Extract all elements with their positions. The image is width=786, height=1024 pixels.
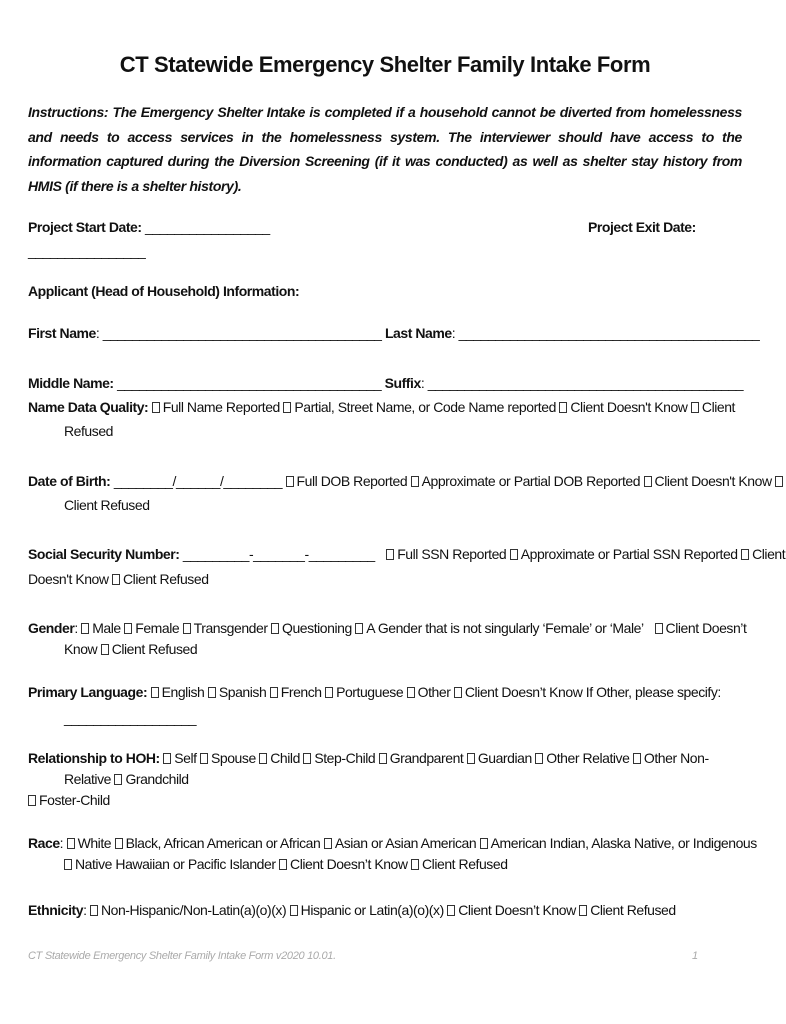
- gender-row: Gender: Male Female Transgender Questioning A Gender that is not singularly ‘Female’ or ‘Male’ Client Doesn’t: [28, 620, 747, 636]
- checkbox[interactable]: [115, 838, 123, 849]
- checkbox[interactable]: [447, 905, 455, 916]
- option-label: Step-Child: [314, 750, 376, 766]
- first-last-name-row: [28, 323, 760, 343]
- checkbox[interactable]: [303, 753, 311, 764]
- checkbox[interactable]: [655, 623, 663, 634]
- option-label: Grandparent: [389, 750, 464, 766]
- checkbox[interactable]: [64, 859, 72, 870]
- checkbox[interactable]: [208, 687, 216, 698]
- option-label: Relative: [64, 771, 111, 787]
- applicant-heading-text: Applicant (Head of Household) Information:: [28, 283, 300, 299]
- ssn-label: Social Security Number:: [28, 546, 183, 562]
- option-label: Native Hawaiian or Pacific Islander: [75, 856, 276, 872]
- checkbox[interactable]: [270, 687, 278, 698]
- checkbox[interactable]: [81, 623, 89, 634]
- checkbox[interactable]: [741, 549, 749, 560]
- checkbox[interactable]: [325, 687, 333, 698]
- option-label: Client: [752, 546, 786, 562]
- ssn-row-cont: [28, 569, 742, 589]
- checkbox[interactable]: [467, 753, 475, 764]
- middle-suffix-row: [28, 373, 742, 393]
- project-exit-field[interactable]: ________________: [28, 243, 146, 259]
- race-row-cont: [64, 854, 742, 874]
- option-label: Client Doesn't Know: [654, 473, 772, 489]
- checkbox[interactable]: [28, 795, 36, 806]
- gender-row-cont: [64, 639, 742, 659]
- option-label: Doesn't Know: [28, 571, 109, 587]
- checkbox[interactable]: [355, 623, 363, 634]
- project-start-row: [28, 217, 742, 237]
- checkbox[interactable]: [324, 838, 332, 849]
- option-label: Client: [701, 399, 735, 415]
- page-title: CT Statewide Emergency Shelter Family Intake Form: [119, 52, 651, 77]
- option-label: Client Refused: [590, 902, 676, 918]
- option-label: Spouse: [211, 750, 256, 766]
- relationship-row-cont2: [28, 790, 742, 810]
- option-label: Full SSN Reported: [397, 546, 507, 562]
- checkbox[interactable]: [124, 623, 132, 634]
- footer-text: CT Statewide Emergency Shelter Family Intake Form v2020 10.01.: [28, 950, 336, 962]
- ethnicity-label: Ethnicity: [28, 902, 84, 918]
- language-row: [28, 682, 742, 702]
- checkbox[interactable]: [411, 859, 419, 870]
- option-label: Self: [174, 750, 197, 766]
- checkbox[interactable]: [183, 623, 191, 634]
- name-quality-row: [28, 397, 742, 417]
- suffix-label: Suffix: [384, 375, 421, 391]
- last-name-label: Last Name: [384, 325, 452, 341]
- middle-name-field[interactable]: ____________________________________: [117, 375, 385, 391]
- option-label: French: [280, 684, 322, 700]
- checkbox[interactable]: [633, 753, 641, 764]
- checkbox[interactable]: [200, 753, 208, 764]
- option-label: Other: [417, 684, 451, 700]
- checkbox[interactable]: [386, 549, 394, 560]
- option-label: Hispanic or Latin(a)(o)(x): [300, 902, 444, 918]
- checkbox[interactable]: [67, 838, 75, 849]
- race-label: Race: [28, 835, 60, 851]
- checkbox[interactable]: [151, 687, 159, 698]
- option-label: Other Non-: [643, 750, 709, 766]
- option-label: Approximate or Partial DOB Reported: [421, 473, 641, 489]
- checkbox[interactable]: [775, 476, 783, 487]
- name-quality-label: Name Data Quality:: [28, 399, 152, 415]
- option-label: Client Refused: [111, 641, 198, 657]
- language-label: Primary Language:: [28, 684, 151, 700]
- project-start-label: Project Start Date:: [28, 219, 146, 235]
- checkbox[interactable]: [279, 859, 287, 870]
- option-label: Foster-Child: [39, 792, 110, 808]
- relationship-label: Relationship to HOH:: [28, 750, 164, 766]
- ssn-field[interactable]: _________-_______-_________: [182, 546, 375, 562]
- name-quality-row-cont: [64, 421, 742, 441]
- checkbox[interactable]: [691, 402, 699, 413]
- dob-row: [28, 471, 772, 491]
- ssn-row: [28, 544, 786, 564]
- applicant-heading: [28, 281, 742, 301]
- checkbox[interactable]: [407, 687, 415, 698]
- race-row: Race: White Black, African American or African Asian or Asian American American Indian, Alaska Native, or Indigenous: [28, 835, 757, 851]
- first-name-field[interactable]: : ______________________________________: [95, 325, 385, 341]
- option-label: White: [77, 835, 112, 851]
- option-label: Grandchild: [125, 771, 189, 787]
- option-label: Female: [135, 620, 180, 636]
- option-label: Spanish: [218, 684, 267, 700]
- relationship-row: [28, 748, 742, 768]
- checkbox[interactable]: [290, 905, 298, 916]
- project-exit-label: Project Exit Date:: [588, 219, 696, 235]
- checkbox[interactable]: [271, 623, 279, 634]
- first-name-label: First Name: [28, 325, 96, 341]
- checkbox[interactable]: [114, 774, 122, 785]
- language-row-cont: [64, 708, 742, 728]
- option-label: Child: [270, 750, 300, 766]
- option-label: Client Refused: [123, 571, 209, 587]
- option-label: Approximate or Partial SSN Reported: [520, 546, 738, 562]
- checkbox[interactable]: [152, 402, 160, 413]
- checkbox[interactable]: [644, 476, 652, 487]
- option-label: Client Refused: [64, 497, 150, 513]
- checkbox[interactable]: [101, 644, 109, 655]
- page-number: 1: [692, 950, 699, 962]
- project-start-field[interactable]: _________________: [145, 219, 270, 235]
- option-label: Male: [92, 620, 121, 636]
- checkbox[interactable]: [286, 476, 294, 487]
- suffix-field[interactable]: : ___________________________________________: [420, 375, 744, 391]
- middle-name-label: Middle Name:: [28, 375, 118, 391]
- option-label: Non-Hispanic/Non-Latin(a)(o)(x): [100, 902, 287, 918]
- checkbox[interactable]: [559, 402, 567, 413]
- checkbox[interactable]: [411, 476, 419, 487]
- option-label: Asian or Asian American: [334, 835, 477, 851]
- option-label: Guardian: [477, 750, 532, 766]
- option-label: Client Refused: [422, 856, 508, 872]
- ethnicity-row: Ethnicity: Non-Hispanic/Non-Latin(a)(o)(x) Hispanic or Latin(a)(o)(x) Client Doesn’t Know Client Refused: [28, 902, 676, 918]
- checkbox[interactable]: [259, 753, 267, 764]
- checkbox[interactable]: [112, 574, 120, 585]
- instructions-paragraph: Instructions: The Emergency Shelter Intake is completed if a household cannot be diverted from homelessness and needs to access services in the homelessness system. The interviewer should have access to the information captured during the Diversion Screening (if it was conducted) as well as shelter stay history from HMIS (if there is a shelter history).: [28, 104, 742, 194]
- checkbox[interactable]: [579, 905, 587, 916]
- option-label: Questioning: [282, 620, 352, 636]
- option-label: Client Doesn’t Know: [458, 902, 576, 918]
- option-label: Client Doesn't Know: [570, 399, 688, 415]
- dob-field[interactable]: ________/______/________: [113, 473, 283, 489]
- language-other-field[interactable]: __________________: [64, 710, 197, 726]
- checkbox[interactable]: [379, 753, 387, 764]
- checkbox[interactable]: [535, 753, 543, 764]
- dob-row-cont: [64, 495, 742, 515]
- checkbox[interactable]: [510, 549, 518, 560]
- checkbox[interactable]: [283, 402, 291, 413]
- option-label: Transgender: [193, 620, 268, 636]
- option-label: Client Doesn’t Know: [290, 856, 408, 872]
- project-exit-row: [28, 241, 742, 261]
- option-label: Black, African American or African: [125, 835, 321, 851]
- checkbox[interactable]: [454, 687, 462, 698]
- option-label: English: [161, 684, 205, 700]
- option-label: Full DOB Reported: [296, 473, 408, 489]
- checkbox[interactable]: [480, 838, 488, 849]
- checkbox[interactable]: [90, 905, 98, 916]
- last-name-field[interactable]: : _________________________________________: [451, 325, 760, 341]
- dob-label: Date of Birth:: [28, 473, 114, 489]
- checkbox[interactable]: [163, 753, 171, 764]
- option-label: A Gender that is not singularly ‘Female’ or ‘Male’: [366, 620, 644, 636]
- option-label: Client Doesn’t Know If Other, please specify:: [464, 684, 721, 700]
- relationship-row-cont: [64, 769, 742, 789]
- option-label: Client Doesn’t: [665, 620, 747, 636]
- option-label: Other Relative: [546, 750, 630, 766]
- gender-label: Gender: [28, 620, 75, 636]
- option-label: Refused: [64, 423, 113, 439]
- option-label: Full Name Reported: [162, 399, 280, 415]
- option-label: Portuguese: [336, 684, 404, 700]
- option-label: Partial, Street Name, or Code Name reported: [294, 399, 556, 415]
- option-label: Know: [64, 641, 98, 657]
- option-label: American Indian, Alaska Native, or Indigenous: [490, 835, 757, 851]
